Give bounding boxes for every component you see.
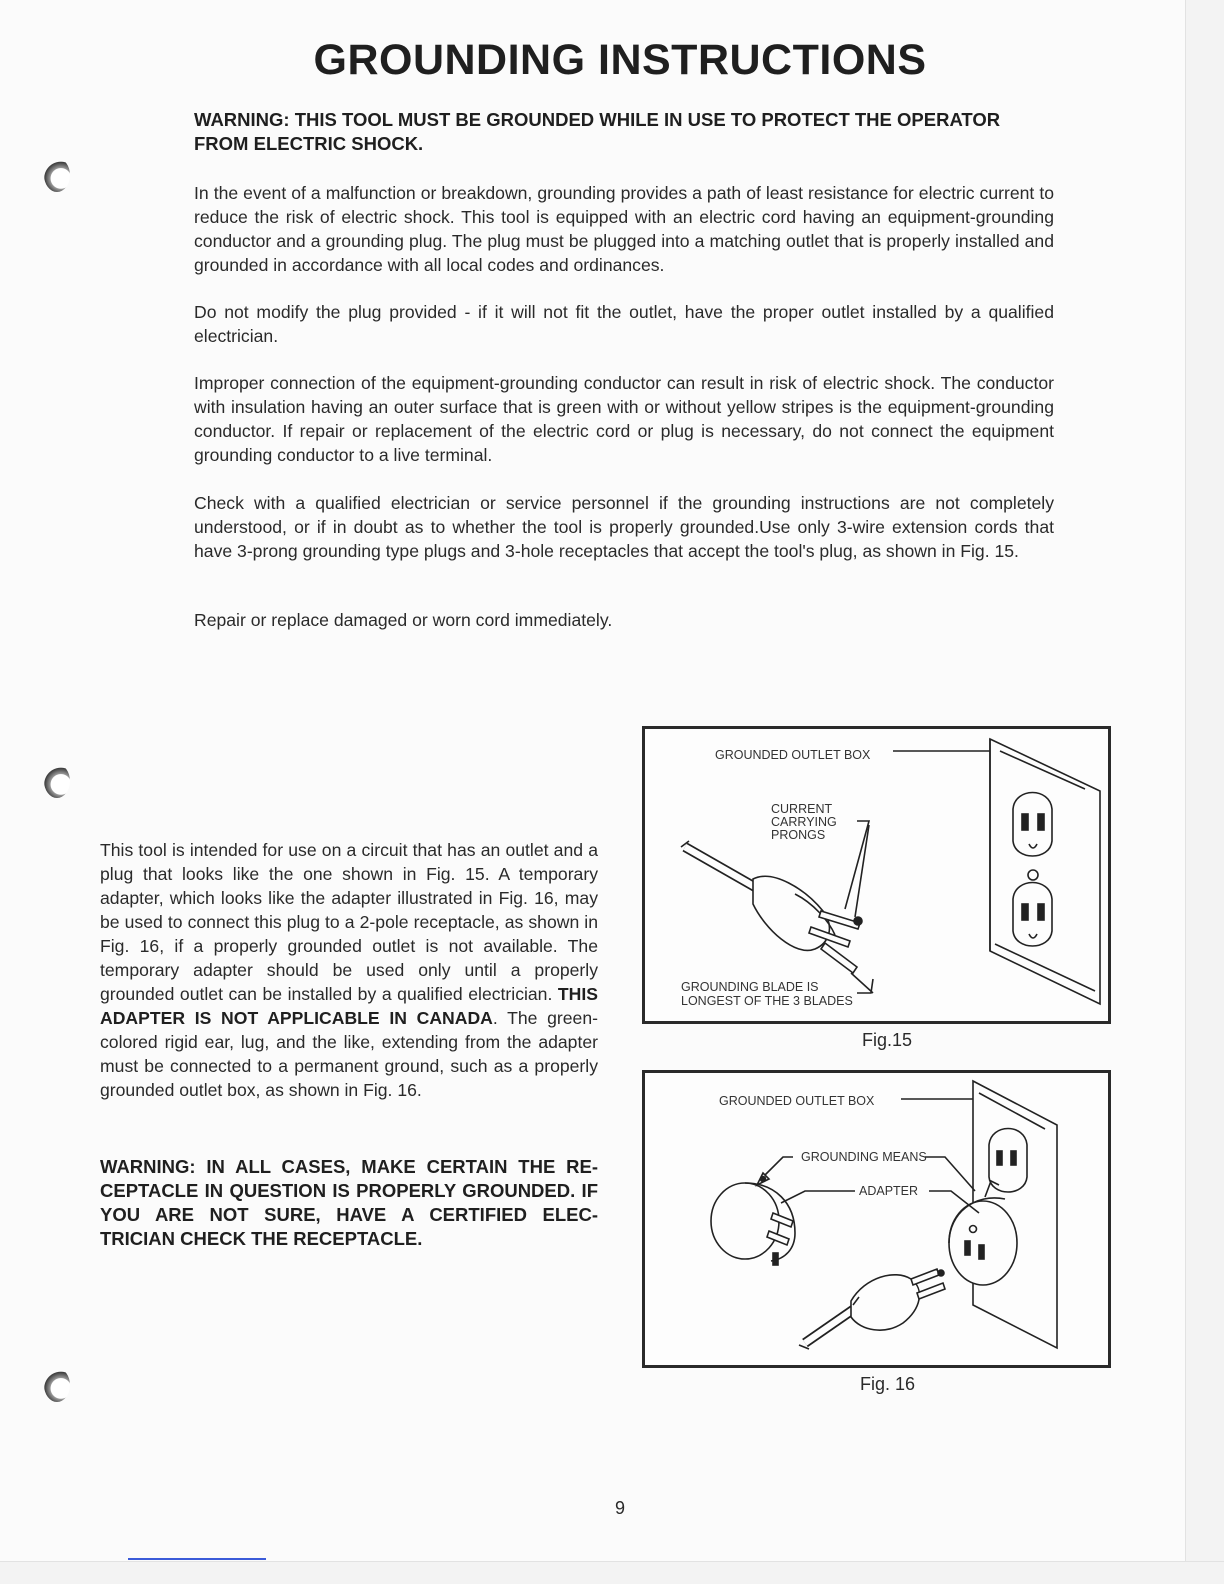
fig15-receptacle-lower (1013, 883, 1052, 947)
adapter-text-part1: This tool is intended for use on a circuit that has an outlet and a plug that looks like the one shown in Fig. 15. A temporary adapter, which looks like the adapter illustrated in Fig. 16, may be used to connect this plug to a 2-pole receptacle, as shown in Fig. 16, if a properly grounded outlet is not available. The temporary adapter should be used only until a properly grounded outlet can be installed by a qualified electrician. (100, 840, 598, 1004)
fig15-label-prongs-2: CARRYING (771, 815, 837, 829)
binder-hole-bottom (44, 1368, 70, 1402)
fig16-label-adapter: ADAPTER (859, 1184, 919, 1198)
page-title: GROUNDING INSTRUCTIONS (313, 36, 927, 84)
page-number: 9 (614, 1498, 625, 1518)
fig15-label-blade-2: LONGEST OF THE 3 BLADES (681, 994, 853, 1008)
figure-15 (642, 726, 1111, 1024)
paragraph-check-electrician: Check with a qualified electrician or service personnel if the grounding instructions are not completely understood, or if in doubt as to whether the tool is properly grounded.Use only 3-wire extension cords that have 3-prong grounding type plugs and 3-hole receptacles that accept the tool's plug, as shown in Fig. 15. (194, 493, 1054, 561)
binder-hole-middle (44, 764, 70, 798)
scan-artifact-line (128, 1558, 266, 1560)
paragraph-repair-cord: Repair or replace damaged or worn cord immediately. (194, 610, 613, 630)
adapter-text-part2: . The green-colored rigid ear, lug, and the like, extending from the adapter must be connected to a permanent ground, such as a properly grounded outlet box, as shown in Fig. 16. (100, 1008, 598, 1100)
fig15-receptacle-upper (1013, 793, 1052, 857)
warning-receptacle: WARNING: IN ALL CASES, MAKE CERTAIN THE RE- CEPTACLE IN QUESTION IS PROPERLY GROUNDED. IF YOU ARE NOT SURE, HAVE A CERTIFIED ELEC- TRICIAN CHECK THE RECEPTACLE. (100, 1156, 598, 1249)
adapter-canada-notice: THIS ADAPTER IS NOT APPLICABLE IN CANADA (100, 984, 598, 1028)
paragraph-malfunction: In the event of a malfunction or breakdown, grounding provides a path of least resistance for electric current to reduce the risk of electric shock. This tool is equipped with an electric cord having an equipment-grounding conductor and a grounding plug. The plug must be plugged into a matching outlet that is properly installed and grounded in accordance with all local codes and ordinances. (194, 183, 1054, 275)
scan-page-edge-right (1185, 0, 1224, 1584)
fig15-illustration (645, 729, 1108, 1021)
fig16-label-outlet-box: GROUNDED OUTLET BOX (719, 1094, 875, 1108)
fig15-label-prongs-1: CURRENT (771, 802, 833, 816)
fig16-adapter-loose (711, 1183, 779, 1259)
figure-16 (642, 1070, 1111, 1368)
fig16-plug (851, 1275, 919, 1330)
figure-16-caption: Fig. 16 (860, 1374, 916, 1394)
paragraph-improper-connection: Improper connection of the equipment-grounding conductor can result in risk of electric shock. The conductor with insulation having an outer surface that is green with or without yellow stripes is the equipment-grounding conductor. If repair or replacement of the electric cord or plug is necessary, do not connect the equipment grounding conductor to a live terminal. (194, 373, 1054, 465)
warning-grounding: WARNING: THIS TOOL MUST BE GROUNDED WHILE IN USE TO PROTECT THE OPERATOR FROM ELECTRIC SHOCK. (194, 109, 1001, 154)
fig15-label-prongs-3: PRONGS (771, 828, 826, 842)
fig15-wall-plate (990, 739, 1100, 1004)
fig15-label-outlet-box: GROUNDED OUTLET BOX (715, 748, 871, 762)
fig15-label-blade-1: GROUNDING BLADE IS (681, 980, 819, 994)
fig16-illustration (645, 1073, 1108, 1365)
fig16-label-grounding-means: GROUNDING MEANS (801, 1150, 927, 1164)
scan-page-edge-bottom (0, 1561, 1224, 1584)
binder-hole-top (44, 158, 70, 192)
paragraph-modify-plug: Do not modify the plug provided - if it will not fit the outlet, have the proper outlet installed by a qualified electrician. (194, 302, 1054, 346)
fig15-plug (753, 876, 829, 950)
figure-15-caption: Fig.15 (862, 1030, 913, 1050)
fig15-center-screw (1028, 870, 1038, 880)
paragraph-adapter-usage (100, 838, 598, 1102)
